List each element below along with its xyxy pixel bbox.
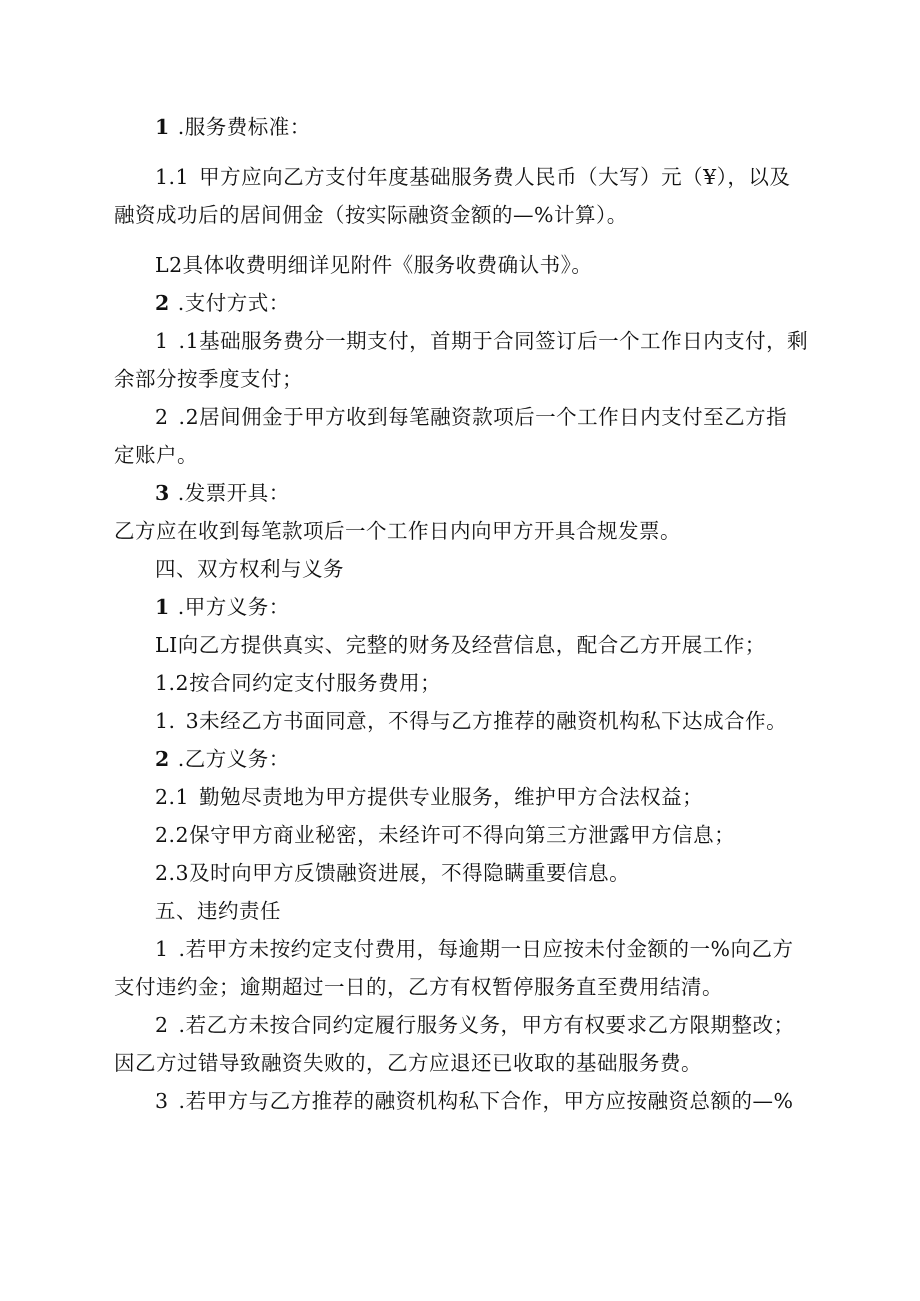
line-text: .乙方义务：	[177, 747, 290, 771]
section-heading-party-b	[114, 740, 820, 778]
line-text: 因乙方过错导致融资失败的，乙方应退还已收取的基础服务费。	[114, 1051, 702, 1075]
paragraph-line	[114, 360, 820, 398]
item-number: 2	[155, 291, 170, 315]
paragraph-line	[114, 158, 820, 196]
item-number: 2	[155, 405, 169, 429]
document-body	[114, 108, 820, 1120]
line-text: 勤勉尽责地为甲方提供专业服务，维护甲方合法权益；	[199, 785, 704, 809]
item-number: 1	[155, 115, 170, 139]
section-heading-party-a	[114, 588, 820, 626]
paragraph-line	[114, 196, 820, 234]
line-text: 融资成功后的居间佣金（按实际融资金额的—%计算）。	[114, 203, 628, 227]
paragraph-line	[114, 778, 820, 816]
line-text: 五、违约责任	[155, 899, 281, 923]
line-text: .服务费标准：	[177, 115, 311, 139]
section-heading-payment	[114, 284, 820, 322]
paragraph-line	[114, 664, 820, 702]
paragraph-line	[114, 1006, 820, 1044]
line-text: .发票开具：	[177, 481, 290, 505]
line-text: .甲方义务：	[177, 595, 290, 619]
paragraph-line	[114, 816, 820, 854]
chapter-heading-liability	[114, 892, 820, 930]
item-number: 3	[155, 1089, 169, 1113]
item-number: 1	[155, 329, 169, 353]
paragraph-line	[114, 512, 820, 550]
line-text: .若甲方与乙方推荐的融资机构私下合作，甲方应按融资总额的—%	[178, 1089, 794, 1113]
item-number: 1.	[155, 709, 176, 733]
paragraph-line	[114, 626, 820, 664]
line-text: 四、双方权利与义务	[155, 557, 344, 581]
paragraph-line	[114, 322, 820, 360]
paragraph-line	[114, 398, 820, 436]
section-heading-invoice	[114, 474, 820, 512]
line-text: .2居间佣金于甲方收到每笔融资款项后一个工作日内支付至乙方指	[178, 405, 788, 429]
paragraph-line	[114, 1044, 820, 1082]
chapter-heading-rights	[114, 550, 820, 588]
line-text: 2.3及时向甲方反馈融资进展，不得隐瞒重要信息。	[155, 861, 631, 885]
line-text: .支付方式：	[177, 291, 290, 315]
item-number: 2	[155, 1013, 169, 1037]
item-number: 3	[155, 481, 170, 505]
line-text: 乙方应在收到每笔款项后一个工作日内向甲方开具合规发票。	[114, 519, 681, 543]
line-text: 支付违约金；逾期超过一日的，乙方有权暂停服务直至费用结清。	[114, 975, 723, 999]
paragraph-line	[114, 702, 820, 740]
line-text: 定账户。	[114, 443, 198, 467]
item-number: 2	[155, 747, 170, 771]
paragraph-line	[114, 968, 820, 1006]
section-heading-service-fee	[114, 108, 820, 146]
line-text: 3未经乙方书面同意，不得与乙方推荐的融资机构私下达成合作。	[185, 709, 788, 733]
paragraph-line	[114, 436, 820, 474]
line-text: 1.2按合同约定支付服务费用；	[155, 671, 442, 695]
item-number: 2.1	[155, 785, 190, 809]
paragraph-line	[114, 930, 820, 968]
paragraph-line	[114, 1082, 820, 1120]
item-number: 1.1	[155, 165, 190, 189]
line-text: LI向乙方提供真实、完整的财务及经营信息，配合乙方开展工作；	[155, 633, 766, 657]
line-text: 2.2保守甲方商业秘密，未经许可不得向第三方泄露甲方信息；	[155, 823, 736, 847]
line-text: 甲方应向乙方支付年度基础服务费人民币（大写）元（¥），以及	[199, 165, 791, 189]
item-number: 1	[155, 937, 169, 961]
line-text: .1基础服务费分一期支付，首期于合同签订后一个工作日内支付，剩	[178, 329, 809, 353]
paragraph-line	[114, 246, 820, 284]
paragraph-line	[114, 854, 820, 892]
line-text: .若甲方未按约定支付费用，每逾期一日应按未付金额的一%向乙方	[178, 937, 794, 961]
line-text: 余部分按季度支付；	[114, 367, 303, 391]
line-text: .若乙方未按合同约定履行服务义务，甲方有权要求乙方限期整改；	[178, 1013, 795, 1037]
line-text: L2具体收费明细详见附件《服务收费确认书》。	[155, 253, 593, 277]
item-number: 1	[155, 595, 170, 619]
